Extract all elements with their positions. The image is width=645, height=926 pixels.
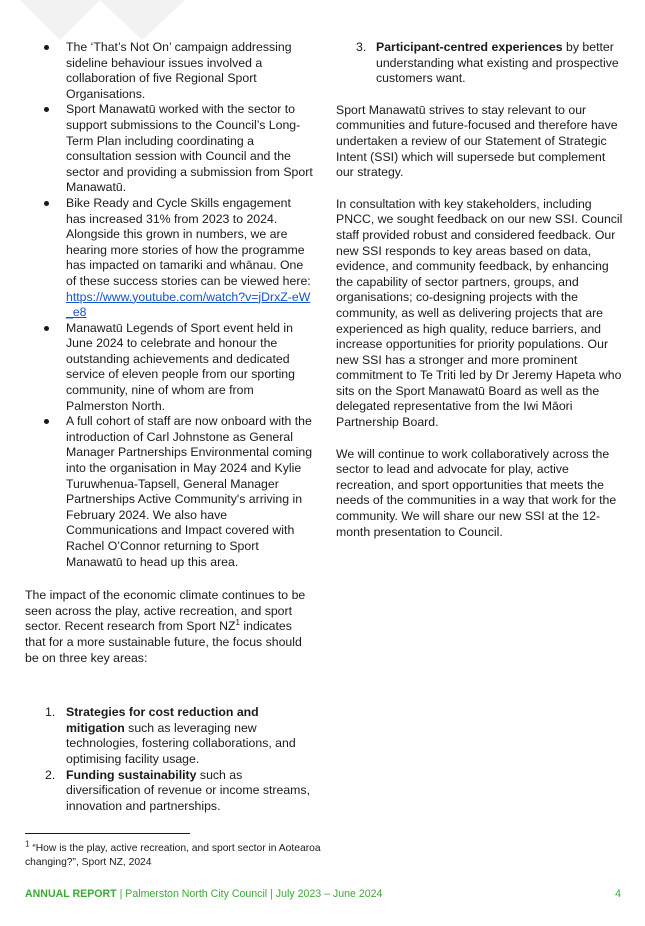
list-item: Bike Ready and Cycle Skills engagement has increased 31% from 2023 to 2024. Alongside this grown in numbers, we are hearing more stories of how the programme has impacted on tamariki and whānau. One of these success stories can be viewed here: https://www.youtube.com/watch?v=jDrxZ-eW_e8: [25, 196, 313, 321]
page-number: 4: [615, 888, 621, 900]
highlights-list: [25, 40, 313, 570]
page-footer: [25, 888, 621, 900]
left-column: [25, 40, 313, 814]
list-item: Manawatū Legends of Sport event held in June 2024 to celebrate and honour the outstanding achievements and dedicated service of eleven people from our sporting community, nine of whom are from Palmerston North.: [25, 321, 313, 415]
header-decoration: [0, 0, 200, 40]
key-areas-list: [25, 705, 313, 814]
list-item: A full cohort of staff are now onboard with the introduction of Carl Johnstone as General Manager Partnerships Environmental coming into the organisation in May 2024 and Kylie Turuwhenua-Tapsell, General Manager Partnerships Active Community's arriving in February 2024. We also have Communications and Impact covered with Rachel O’Connor returning to Sport Manawatū to head up this area.: [25, 414, 313, 570]
list-item: 2. Funding sustainability such as diversification of revenue or income streams, innovation and partnerships.: [45, 767, 310, 813]
report-title: ANNUAL REPORT: [25, 888, 117, 900]
ssi-review-paragraph: Sport Manawatū strives to stay relevant to our communities and future-focused and therefore have undertaken a review of our Statement of Strategic Intent (SSI) which will supersede but complement our strategy.: [336, 102, 618, 180]
list-item: Sport Manawatū worked with the sector to support submissions to the Council’s Long-Term Plan including coordinating a consultation session with Council and the sector and providing a submission from Sport Manawatū.: [25, 102, 313, 196]
list-item: 3. Participant-centred experiences by better understanding what existing and prospective customers want.: [356, 40, 619, 86]
economic-climate-paragraph: The impact of the economic climate continues to be seen across the play, active recreation, and sport sector. Recent research from Sport $NZ^1$ indicates that for a more sustainable future, the focus should be on three key areas:: [25, 588, 306, 665]
list-item: The ‘That’s Not On’ campaign addressing sideline behaviour issues involved a collaboration of five Regional Sport Organisations.: [25, 40, 313, 102]
collaboration-paragraph: We will continue to work collaboratively across the sector to lead and advocate for play, active recreation, and sport opportunities that meets the needs of the communities in a way that work for the community. We will share our new SSI at the 12-month presentation to Council.: [336, 446, 617, 539]
key-areas-list-continued: [336, 40, 626, 87]
youtube-link[interactable]: https://www.youtube.com/watch?v=jDrxZ-eW_e8: [66, 289, 311, 320]
consultation-paragraph: In consultation with key stakeholders, including PNCC, we sought feedback on our new SSI. Council staff provided robust and considered feedback. Our new SSI responds to key areas based on data, evidence, and community feedback, by enhancing the capability of sector partners, groups, and organisations; co-designing projects with the community, as well as delivering projects that are experienced as high quality, reduce barriers, and increase opportunities for priority populations. Our new SSI has a stronger and more prominent commitment to Te Triti led by Dr Jeremy Hapeta who sits on the Sport Manawatū Board as well as the delegated representative from the Iwi Māori Partnership Board.: [336, 196, 623, 430]
report-subtitle: | Palmerston North City Council | July 2023 – June 2024: [116, 888, 383, 900]
right-column: [336, 40, 626, 540]
footnote: $^1$ “How is the play, active recreation, and sport sector in Aotearoa changing?”, Sport NZ, 2024: [25, 839, 321, 868]
footnote-divider: [25, 833, 190, 834]
list-item: 1. Strategies for cost reduction and mitigation such as leveraging new technologies, fostering collaborations, and optimising facility usage.: [45, 705, 296, 766]
footnote-reference[interactable]: 1: [235, 618, 240, 628]
